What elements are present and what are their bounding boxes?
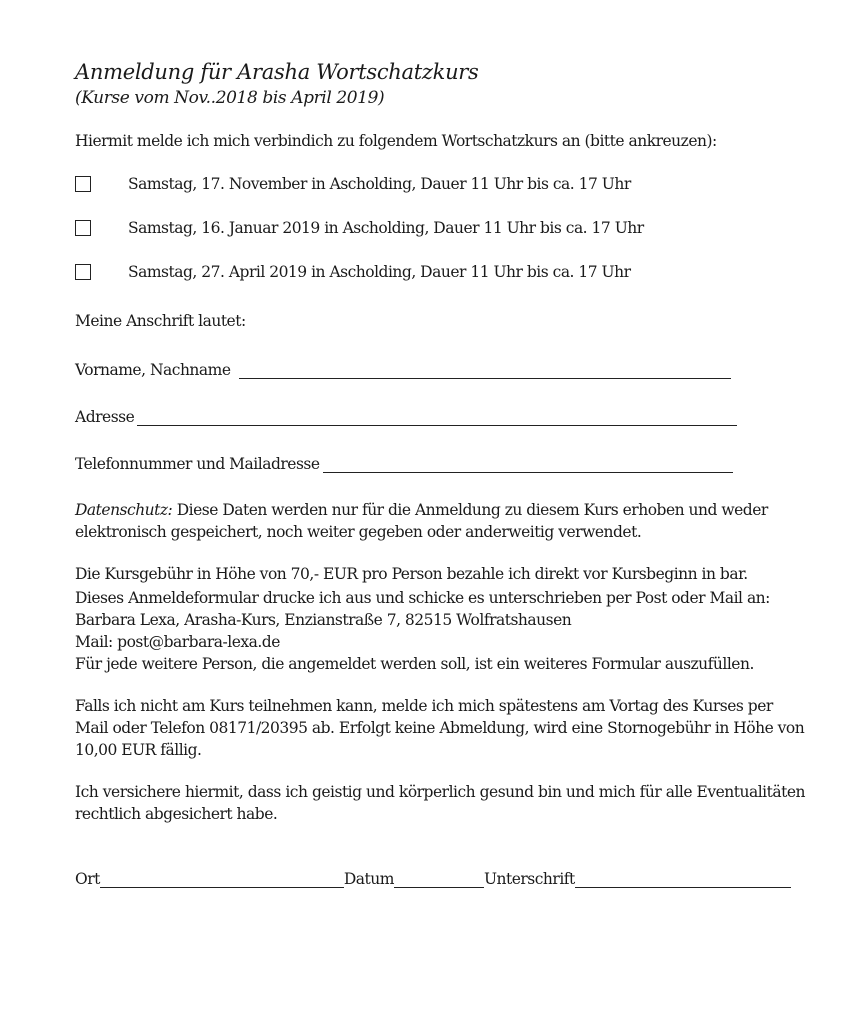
send-instructions: [75, 587, 805, 675]
place-field[interactable]: [100, 872, 344, 888]
send-address: Barbara Lexa, Arasha-Kurs, Enzianstraße 7, 82515 Wolfratshausen: [75, 611, 572, 629]
privacy-notice: [75, 499, 805, 543]
name-field-row: [75, 357, 805, 379]
contact-label: Telefonnummer und Mailadresse: [75, 455, 320, 473]
form-subtitle: (Kurse vom Nov..2018 bis April 2019): [75, 88, 385, 108]
send-line-1: Dieses Anmeldeformular drucke ich aus und schicke es unterschrieben per Post oder Mail an:: [75, 589, 770, 607]
course-option-3: [75, 261, 805, 283]
address-heading: Meine Anschrift lautet:: [75, 312, 246, 330]
send-email: Mail: post@barbara-lexa.de: [75, 633, 280, 651]
privacy-lead: Datenschutz:: [75, 501, 173, 519]
street-field[interactable]: [137, 410, 737, 426]
fee-notice: Die Kursgebühr in Höhe von 70,- EUR pro Person bezahle ich direkt vor Kursbeginn in bar.: [75, 565, 748, 583]
signature-field[interactable]: [575, 872, 791, 888]
course-option-2: [75, 217, 805, 239]
form-title: Anmeldung für Arasha Wortschatzkurs: [75, 60, 479, 84]
signature-label: Unterschrift: [483, 870, 575, 888]
send-note: Für jede weitere Person, die angemeldet werden soll, ist ein weiteres Formular auszufüllen.: [75, 655, 754, 673]
course-option-label: Samstag, 16. Januar 2019 in Ascholding, Dauer 11 Uhr bis ca. 17 Uhr: [128, 219, 644, 237]
course-checkbox-3[interactable]: [75, 264, 91, 280]
course-option-1: [75, 173, 805, 195]
name-field[interactable]: [239, 363, 731, 379]
date-field[interactable]: [394, 872, 484, 888]
street-field-row: [75, 404, 805, 426]
course-option-label: Samstag, 27. April 2019 in Ascholding, Dauer 11 Uhr bis ca. 17 Uhr: [128, 263, 631, 281]
intro-text: Hiermit melde ich mich verbindich zu folgendem Wortschatzkurs an (bitte ankreuzen):: [75, 132, 717, 150]
contact-field[interactable]: [323, 457, 733, 473]
street-label: Adresse: [75, 408, 135, 426]
course-options: [75, 173, 805, 283]
contact-field-row: [75, 451, 805, 473]
name-label: Vorname, Nachname: [75, 361, 231, 379]
date-label: Datum: [343, 870, 394, 888]
signature-row: [75, 866, 805, 888]
privacy-text: Diese Daten werden nur für die Anmeldung zu diesem Kurs erhoben und weder elektronisch gespeichert, noch weiter gegeben oder anderweitig verwendet.: [75, 501, 768, 541]
cancellation-policy: Falls ich nicht am Kurs teilnehmen kann, melde ich mich spätestens am Vortag des Kurses per Mail oder Telefon 08171/20395 ab. Erfolgt keine Abmeldung, wird eine Stornogebühr in Höhe von 10,00 EUR fällig.: [75, 697, 805, 759]
health-declaration: Ich versichere hiermit, dass ich geistig und körperlich gesund bin und mich für alle Eventualitäten rechtlich abgesichert habe.: [75, 783, 805, 823]
registration-form: [75, 58, 805, 888]
course-checkbox-2[interactable]: [75, 220, 91, 236]
course-checkbox-1[interactable]: [75, 176, 91, 192]
course-option-label: Samstag, 17. November in Ascholding, Dauer 11 Uhr bis ca. 17 Uhr: [128, 175, 631, 193]
place-label: Ort: [75, 870, 100, 888]
